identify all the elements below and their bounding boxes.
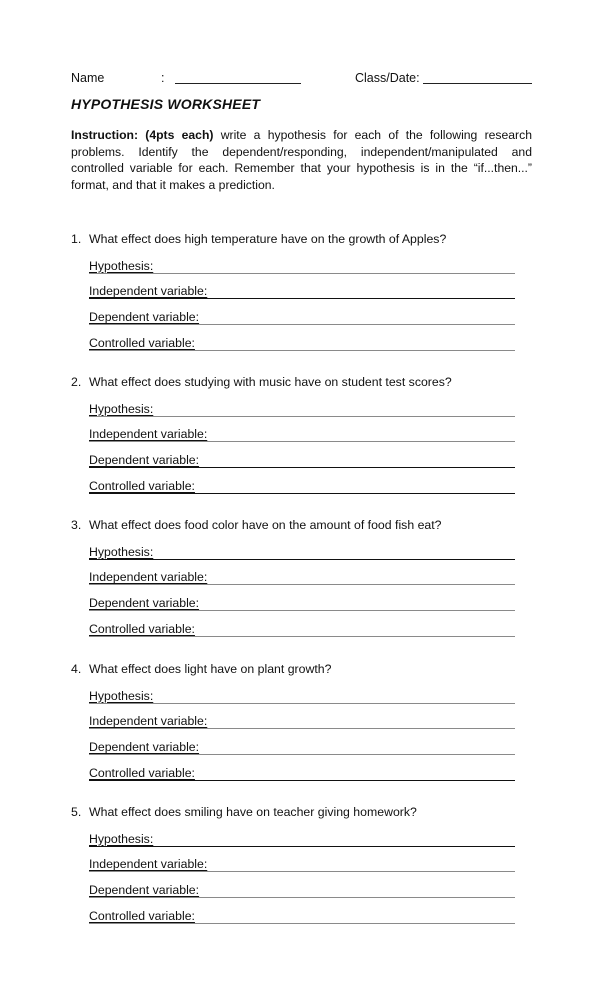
class-date-label: Class/Date:: [355, 71, 420, 85]
dependent-variable-field[interactable]: [89, 585, 515, 611]
independent-variable-label: Independent variable:: [89, 284, 208, 299]
hypothesis-label: Hypothesis:: [89, 544, 154, 559]
question-4: [71, 662, 533, 781]
dependent-variable-field[interactable]: [89, 299, 515, 325]
instruction-paragraph: [71, 127, 532, 193]
name-colon: :: [161, 71, 165, 85]
hypothesis-field[interactable]: [89, 678, 515, 704]
answer-line: [89, 493, 515, 494]
question-prompt: [71, 805, 533, 821]
dependent-variable-label: Dependent variable:: [89, 883, 200, 898]
dependent-variable-label: Dependent variable:: [89, 310, 200, 325]
independent-variable-field[interactable]: [89, 417, 515, 443]
controlled-variable-field[interactable]: [89, 325, 515, 351]
question-number: 2.: [71, 375, 82, 389]
hypothesis-label: Hypothesis:: [89, 688, 154, 703]
question-number: 4.: [71, 662, 82, 676]
independent-variable-field[interactable]: [89, 847, 515, 873]
answer-line: [89, 780, 515, 781]
answer-line: [89, 350, 515, 351]
question-text: What effect does studying with music have on student test scores?: [89, 375, 452, 389]
controlled-variable-field[interactable]: [89, 755, 515, 781]
question-text: What effect does smiling have on teacher giving homework?: [89, 805, 417, 819]
independent-variable-label: Independent variable:: [89, 714, 208, 729]
question-text: What effect does high temperature have on the growth of Apples?: [89, 232, 447, 246]
controlled-variable-field[interactable]: [89, 898, 515, 924]
dependent-variable-label: Dependent variable:: [89, 453, 200, 468]
dependent-variable-field[interactable]: [89, 872, 515, 898]
controlled-variable-label: Controlled variable:: [89, 478, 195, 493]
class-date-field[interactable]: [423, 83, 532, 84]
name-label: Name: [71, 71, 105, 85]
dependent-variable-label: Dependent variable:: [89, 596, 200, 611]
question-5: [71, 805, 533, 924]
question-text: What effect does light have on plant growth?: [89, 662, 332, 676]
independent-variable-field[interactable]: [89, 704, 515, 730]
hypothesis-field[interactable]: [89, 821, 515, 847]
question-number: 5.: [71, 805, 82, 819]
answer-line: [89, 636, 515, 637]
hypothesis-field[interactable]: [89, 534, 515, 560]
hypothesis-label: Hypothesis:: [89, 831, 154, 846]
question-1: [71, 232, 533, 351]
name-field[interactable]: [175, 83, 301, 84]
independent-variable-field[interactable]: [89, 274, 515, 300]
question-prompt: [71, 518, 533, 534]
page-title: HYPOTHESIS WORKSHEET: [71, 96, 261, 112]
independent-variable-label: Independent variable:: [89, 857, 208, 872]
independent-variable-label: Independent variable:: [89, 570, 208, 585]
hypothesis-label: Hypothesis:: [89, 401, 154, 416]
hypothesis-label: Hypothesis:: [89, 258, 154, 273]
question-prompt: [71, 662, 533, 678]
controlled-variable-label: Controlled variable:: [89, 335, 195, 350]
controlled-variable-field[interactable]: [89, 611, 515, 637]
header-row: [71, 71, 533, 87]
instruction-prefix: Instruction: (4pts each): [71, 128, 214, 142]
independent-variable-label: Independent variable:: [89, 427, 208, 442]
question-3: [71, 518, 533, 637]
hypothesis-field[interactable]: [89, 248, 515, 274]
question-2: [71, 375, 533, 494]
question-number: 3.: [71, 518, 82, 532]
dependent-variable-label: Dependent variable:: [89, 740, 200, 755]
hypothesis-field[interactable]: [89, 391, 515, 417]
answer-line: [89, 923, 515, 924]
dependent-variable-field[interactable]: [89, 442, 515, 468]
controlled-variable-label: Controlled variable:: [89, 908, 195, 923]
question-prompt: [71, 232, 533, 248]
instruction-text: write a hypothesis for each of the following research problems. Identify the dependent/responding, independent/manipulated and controlled variable for each. Remember that your hypothesis is in the “if...then...” format, and that it makes a prediction.: [71, 128, 532, 192]
question-prompt: [71, 375, 533, 391]
controlled-variable-field[interactable]: [89, 468, 515, 494]
controlled-variable-label: Controlled variable:: [89, 765, 195, 780]
controlled-variable-label: Controlled variable:: [89, 621, 195, 636]
dependent-variable-field[interactable]: [89, 729, 515, 755]
question-text: What effect does food color have on the amount of food fish eat?: [89, 518, 442, 532]
question-number: 1.: [71, 232, 82, 246]
independent-variable-field[interactable]: [89, 560, 515, 586]
